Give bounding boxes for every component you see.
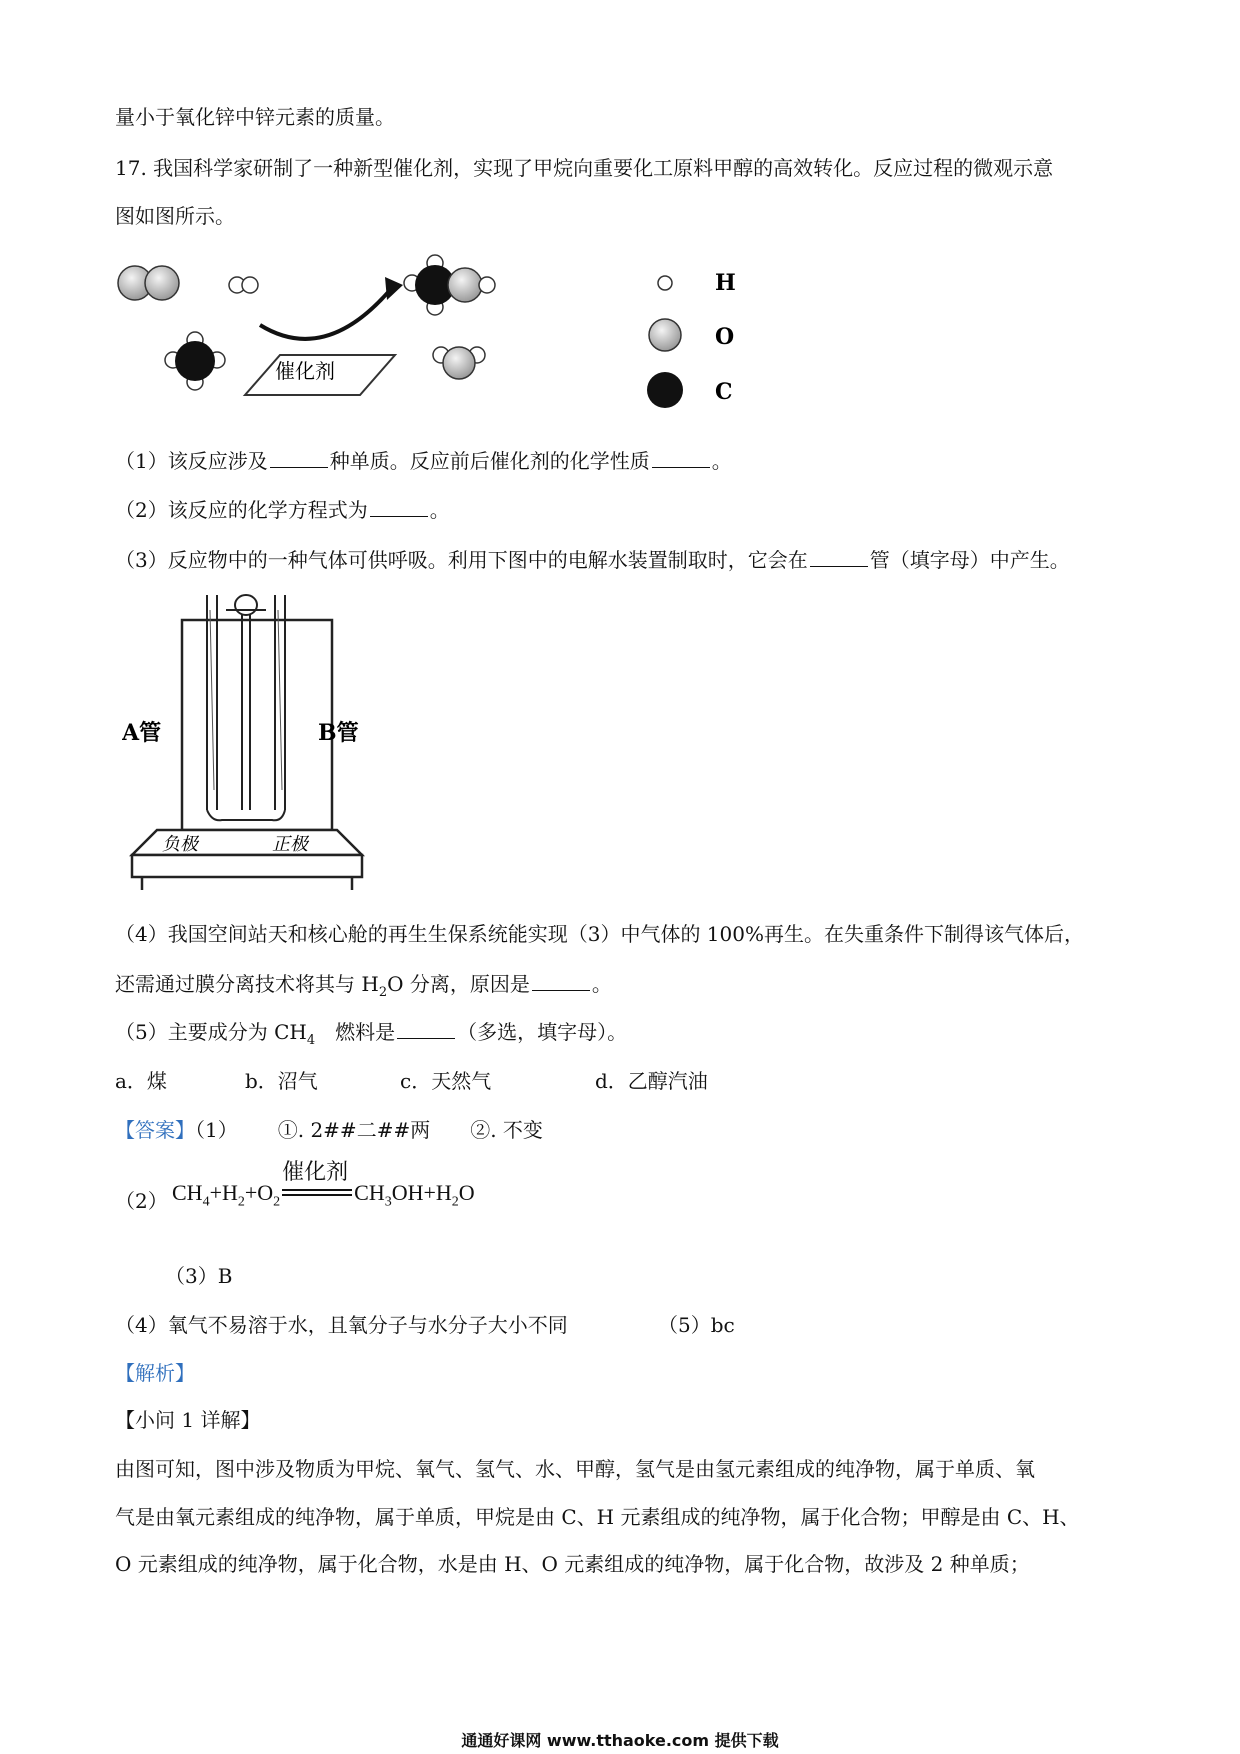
methanol-molecule xyxy=(404,255,495,315)
chemical-equation: $CH_4+H_2+O_2$ 催化剂 $CH_3OH+H_2O$ xyxy=(172,1180,475,1210)
answer-blank xyxy=(397,1020,455,1039)
question-17-line2: 图如图所示。 xyxy=(115,204,235,228)
text-line: 量小于氧化锌中锌元素的质量。 xyxy=(115,105,395,129)
question-17-line1: 17. 我国科学家研制了一种新型催化剂，实现了甲烷向重要化工原料甲醇的高效转化。反应过程的微观示意 xyxy=(115,156,1054,180)
option-c: c．天然气 xyxy=(400,1069,492,1093)
answer-blank xyxy=(810,548,868,567)
analysis-tag: 【解析】 xyxy=(115,1361,195,1385)
svg-text:H: H xyxy=(715,270,736,296)
sub-question-4-line1: （4）我国空间站天和核心舱的再生生保系统能实现（3）中气体的 100%再生。在失重条件下制得该气体后， xyxy=(115,922,1084,946)
water-molecule xyxy=(433,347,485,379)
sub-question-1: （1）该反应涉及 种单质。反应前后催化剂的化学性质 。 xyxy=(115,449,732,473)
catalyst-condition: 催化剂 xyxy=(282,1159,349,1185)
answer-blank xyxy=(652,449,710,468)
answer-section: 【答案】（1） ①. 2##二##两 ②. 不变 xyxy=(115,1118,543,1142)
catalyst-plate xyxy=(245,355,395,395)
svg-text:正极: 正极 xyxy=(272,834,308,855)
svg-text:负极: 负极 xyxy=(162,834,198,855)
sub-question-2: （2）该反应的化学方程式为 。 xyxy=(115,498,450,522)
svg-text:B管: B管 xyxy=(318,720,359,746)
electrolysis-apparatus xyxy=(122,590,382,900)
sub-question-5: （5）主要成分为 $CH_4$ 燃料是 （多选，填字母）。 xyxy=(115,1020,628,1048)
sub-question-3: （3）反应物中的一种气体可供呼吸。利用下图中的电解水装置制取时，它会在 管（填字母）中产生。 xyxy=(115,548,1070,572)
svg-text:A管: A管 xyxy=(122,720,162,746)
answer-3: （3）B xyxy=(165,1264,233,1288)
option-b: b．沼气 xyxy=(245,1069,318,1093)
hydrogen-molecule xyxy=(229,277,258,293)
methane-molecule xyxy=(165,332,225,390)
oxygen-molecule xyxy=(118,266,179,300)
svg-text:C: C xyxy=(715,379,733,405)
answer-blank xyxy=(532,972,590,991)
svg-text:O: O xyxy=(715,324,735,350)
reaction-arrow xyxy=(260,290,390,339)
analysis-line2: 气是由氧元素组成的纯净物，属于单质，甲烷是由 C、H 元素组成的纯净物，属于化合物；甲醇是由 C、H、 xyxy=(115,1505,1080,1529)
answer-2-label: （2） xyxy=(115,1189,168,1213)
analysis-line3: O 元素组成的纯净物，属于化合物，水是由 H、O 元素组成的纯净物，属于化合物，故涉及 2 种单质； xyxy=(115,1552,1030,1576)
footer: 通通好课网 www.tthaoke.com 提供下载 xyxy=(461,1731,779,1750)
answer-tag: 【答案】 xyxy=(115,1118,195,1142)
atom-legend xyxy=(647,270,736,408)
answer-4: （4）氧气不易溶于水，且氧分子与水分子大小不同 xyxy=(115,1313,568,1337)
answer-5: （5）bc xyxy=(658,1313,735,1337)
sub-question-4-line2: 还需通过膜分离技术将其与 $H_2O$ 分离，原因是 。 xyxy=(115,972,612,1000)
option-d: d．乙醇汽油 xyxy=(595,1069,708,1093)
answer-blank xyxy=(270,449,328,468)
reaction-diagram xyxy=(115,245,755,420)
analysis-line1: 由图可知，图中涉及物质为甲烷、氧气、氢气、水、甲醇，氢气是由氢元素组成的纯净物，属于单质、氧 xyxy=(115,1457,1035,1481)
svg-text:催化剂: 催化剂 xyxy=(275,359,335,383)
analysis-subheading: 【小问 1 详解】 xyxy=(115,1408,261,1432)
answer-blank xyxy=(370,498,428,517)
option-a: a．煤 xyxy=(115,1069,167,1093)
